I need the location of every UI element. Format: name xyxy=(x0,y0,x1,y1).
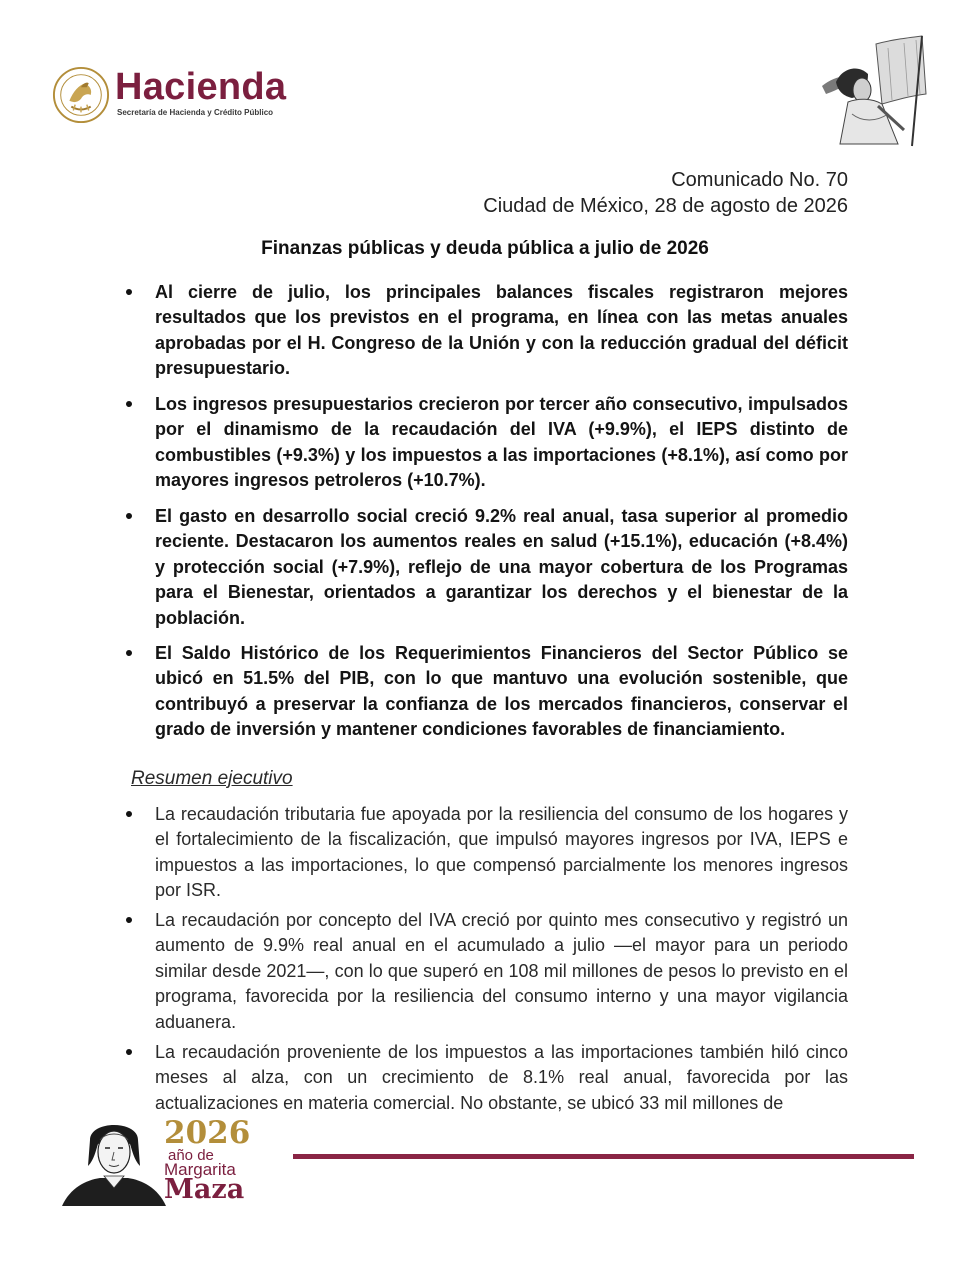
brand-subtitle: Secretaría de Hacienda y Crédito Público xyxy=(117,108,274,117)
bullet-icon xyxy=(126,401,132,407)
bullet-icon xyxy=(126,650,132,656)
communique-number: Comunicado No. 70 xyxy=(671,169,848,191)
bullet-icon xyxy=(126,289,132,295)
national-seal-icon xyxy=(52,66,110,124)
highlight-text: El Saldo Histórico de los Requerimientos Financieros del Sector Público se ubicó en 51.5% del PIB, con lo que mantuvo una evolución sostenible, que contribuyó a preservar la confianza de los mercados financieros, conservar el grado de inversión y mantener condiciones favorables de financiamiento. xyxy=(155,643,848,740)
bullet-icon xyxy=(126,917,132,923)
footer-name-last: Maza xyxy=(164,1174,245,1205)
place-and-date: Ciudad de México, 28 de agosto de 2026 xyxy=(483,195,848,217)
footer-year: 2026 xyxy=(164,1115,251,1151)
summary-text: La recaudación tributaria fue apoyada por la resiliencia del consumo de los hogares y el fortalecimiento de la fiscalización, que impulsó mayores ingresos por IVA, IEPS e impuestos a las importaciones, lo que compensó parcialmente los menores ingresos por ISR. xyxy=(155,804,848,901)
margarita-maza-portrait xyxy=(60,1110,168,1206)
summary-text: La recaudación por concepto del IVA creció por quinto mes consecutivo y registró un aumento de 9.9% real anual en el acumulado a julio —el mayor para un periodo similar desde 2021—, con lo que superó en 108 mil millones de pesos lo previsto en el programa, favorecida por la resiliencia del consumo interno y una mayor vigilancia aduanera. xyxy=(155,910,848,1032)
heroine-flag-illustration xyxy=(818,34,928,150)
document-title: Finanzas públicas y deuda pública a julio de 2026 xyxy=(261,238,709,259)
footer-year-of: año de xyxy=(168,1147,214,1164)
summary-text: La recaudación proveniente de los impuestos a las importaciones también hiló cinco meses al alza, con un crecimiento de 8.1% real anual, favorecida por las actualizaciones en materia comercial. No obstante, se ubicó 33 mil millones de xyxy=(155,1042,848,1113)
highlight-text: El gasto en desarrollo social creció 9.2% real anual, tasa superior al promedio reciente. Destacaron los aumentos reales en salud (+15.1%), educación (+8.4%) y protección social (+7.9%), reflejo de una mayor cobertura de los Programas para el Bienestar, orientados a garantizar los derechos y el bienestar de la población. xyxy=(155,506,848,628)
bullet-icon xyxy=(126,811,132,817)
highlight-text: Al cierre de julio, los principales balances fiscales registraron mejores resultados que los previstos en el programa, en línea con las metas anuales aprobadas por el H. Congreso de la Unión y con la reducción gradual del déficit presupuestario. xyxy=(155,282,848,379)
summary-heading: Resumen ejecutivo xyxy=(131,768,293,789)
brand-title: Hacienda xyxy=(115,66,287,108)
bullet-icon xyxy=(126,1049,132,1055)
footer-name-first: Margarita xyxy=(164,1160,236,1179)
footer-divider xyxy=(293,1154,914,1159)
bullet-icon xyxy=(126,513,132,519)
highlight-text: Los ingresos presupuestarios crecieron por tercer año consecutivo, impulsados por el dinamismo de la recaudación del IVA (+9.9%), el IEPS distinto de combustibles (+9.3%) y los impuestos a las importaciones (+8.1%), así como por mayores ingresos petroleros (+10.7%). xyxy=(155,394,848,491)
